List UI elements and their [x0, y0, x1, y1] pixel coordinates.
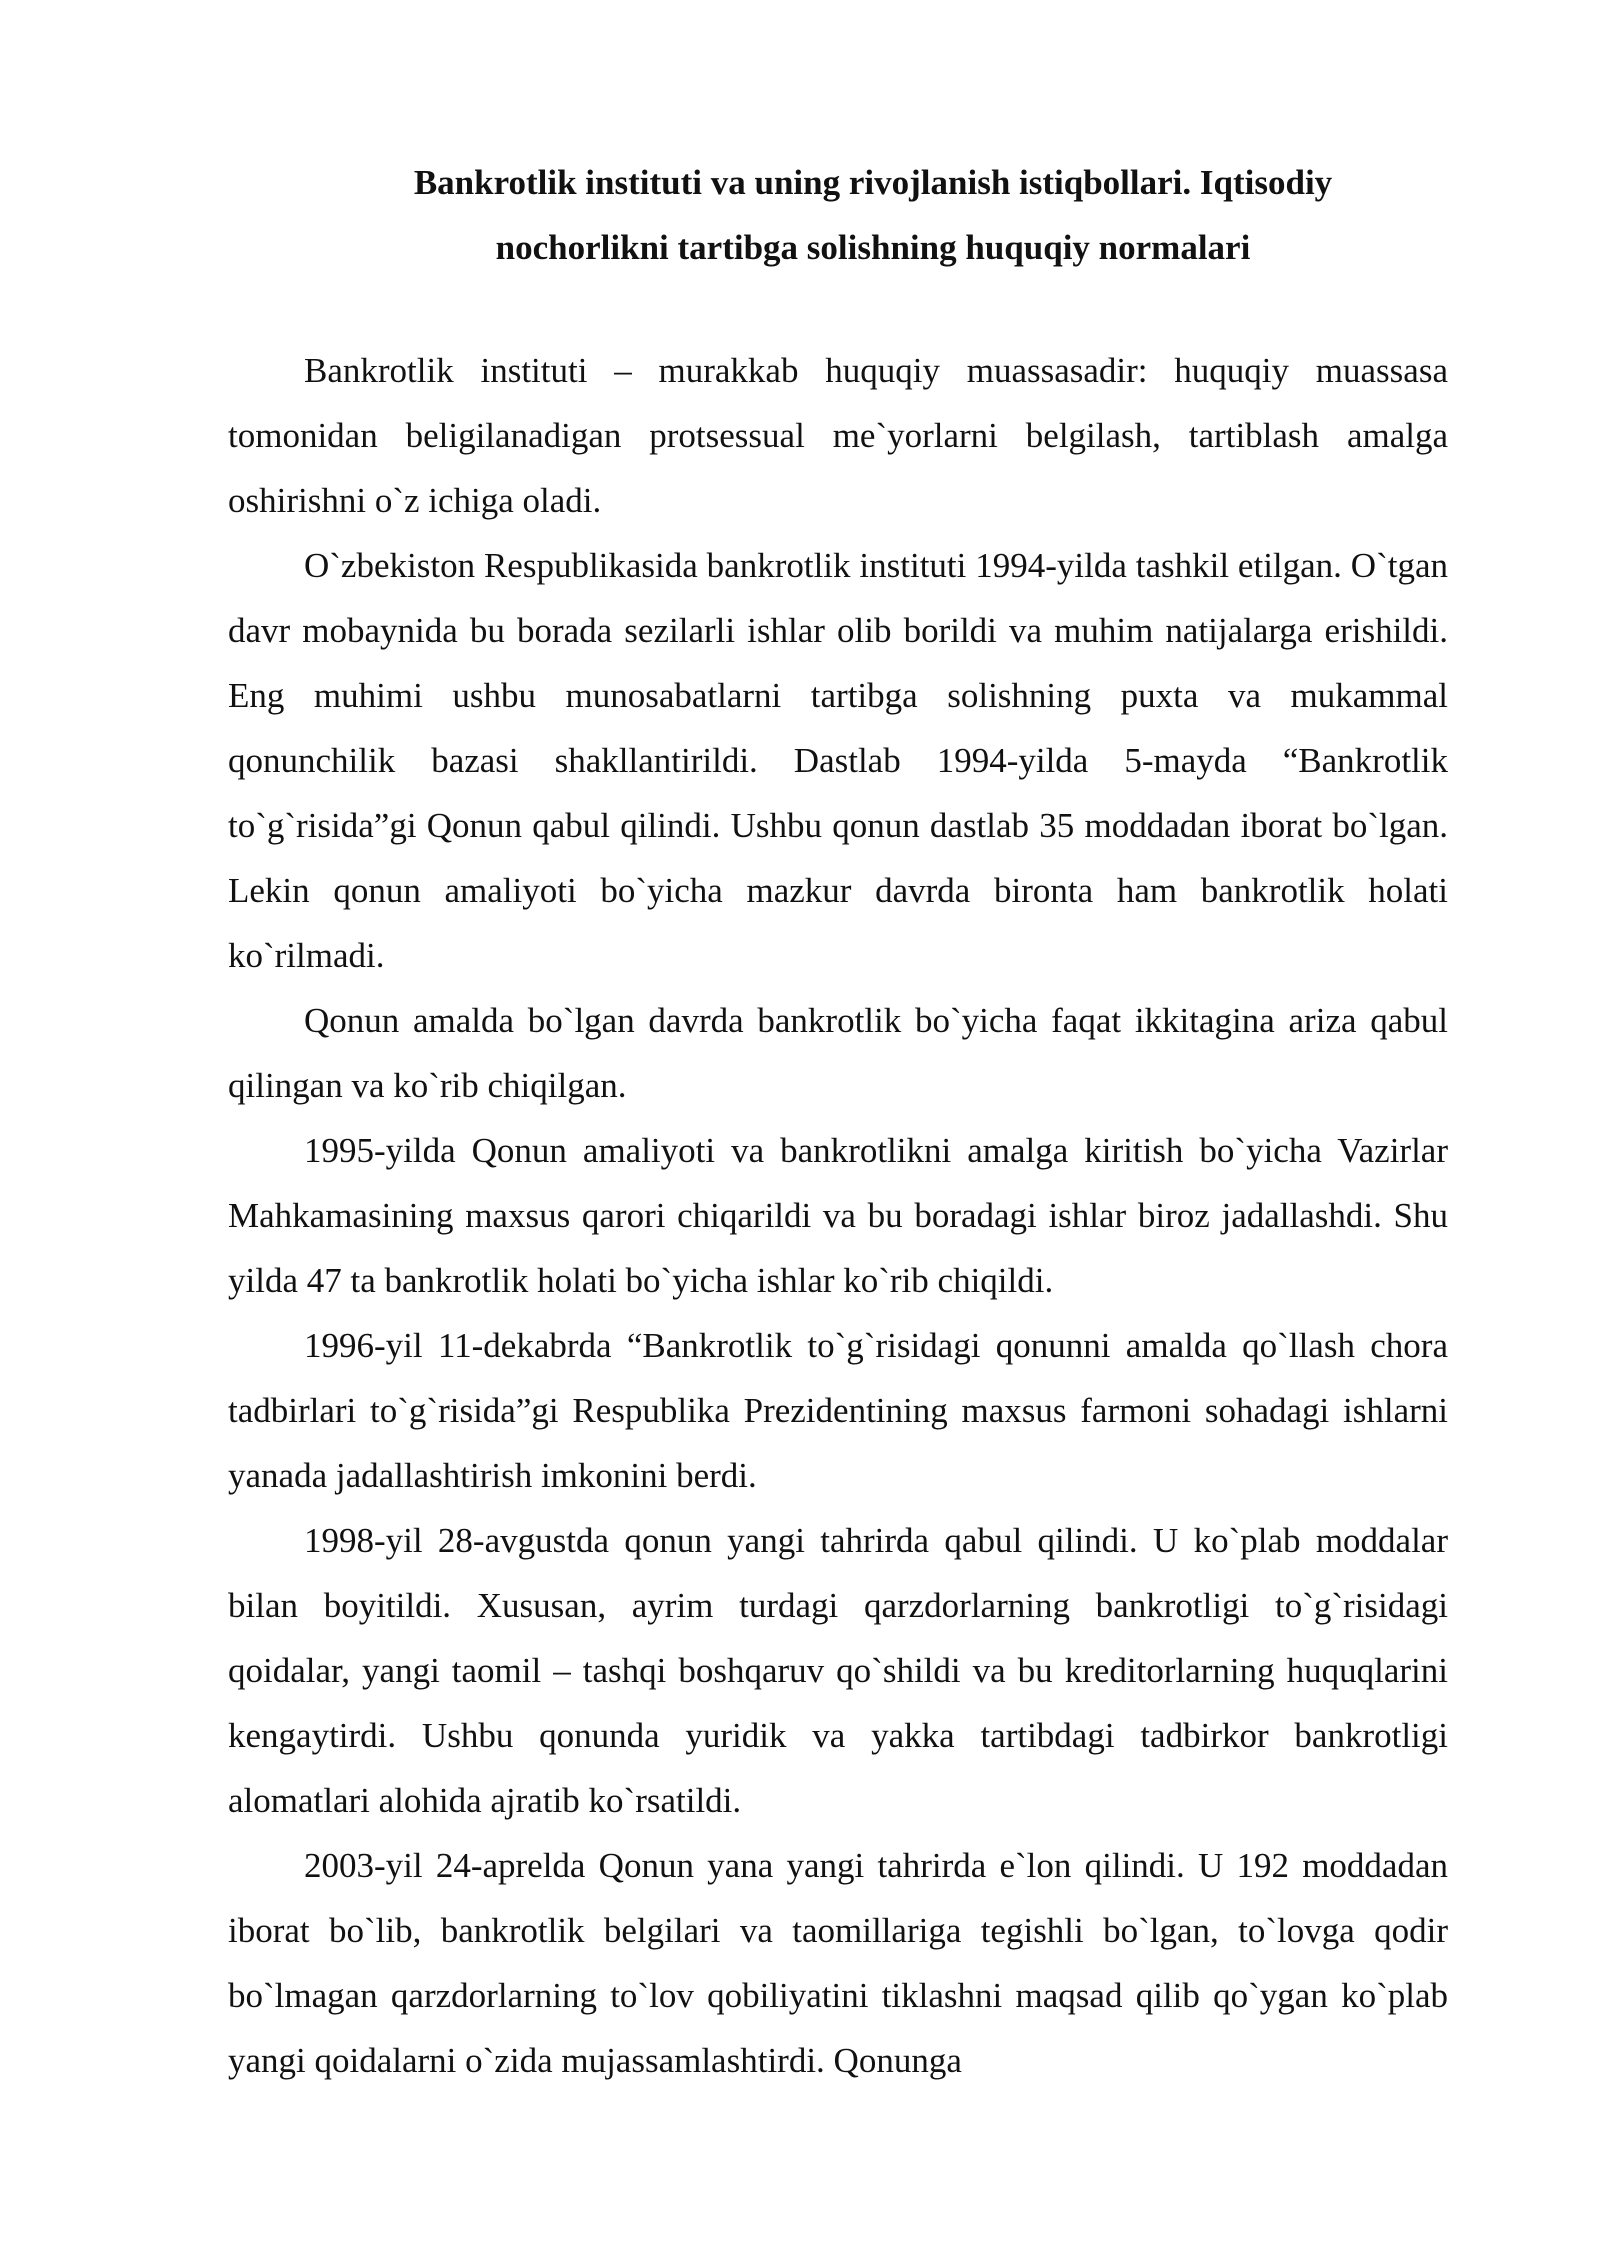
title-line-2: nochorlikni tartibga solishning huquqiy normalari — [495, 228, 1251, 267]
paragraph: 2003-yil 24-aprelda Qonun yana yangi tahrirda e`lon qilindi. U 192 moddadan iborat bo`lib, bankrotlik belgilari va taomillariga tegishli bo`lgan, to`lovga qodir bo`lmagan qarzdorlarning to`lov qobiliyatini tiklashni maqsad qilib qo`ygan ko`plab yangi qoidalarni o`zida mujassamlashtirdi. Qonunga — [228, 1846, 1448, 2080]
paragraph: 1996-yil 11-dekabrda “Bankrotlik to`g`risidagi qonunni amalda qo`llash chora tadbirlari to`g`risida”gi Respublika Prezidentining maxsus farmoni sohadagi ishlarni yanada jadallashtirish imkonini berdi. — [228, 1326, 1448, 1495]
document-title — [228, 150, 1518, 280]
paragraph: Bankrotlik instituti – murakkab huquqiy muassasadir: huquqiy muassasa tomonidan beligilanadigan protsessual me`yorlarni belgilash, tartiblash amalga oshirishni o`z ichiga oladi. — [228, 351, 1448, 520]
paragraph: 1995-yilda Qonun amaliyoti va bankrotlikni amalga kiritish bo`yicha Vazirlar Mahkamasining maxsus qarori chiqarildi va bu boradagi ishlar biroz jadallashdi. Shu yilda 47 ta bankrotlik holati bo`yicha ishlar ko`rib chiqildi. — [228, 1131, 1448, 1300]
document-body — [228, 338, 1448, 2093]
paragraph: 1998-yil 28-avgustda qonun yangi tahrirda qabul qilindi. U ko`plab moddalar bilan boyitildi. Xususan, ayrim turdagi qarzdorlarning bankrotligi to`g`risidagi qoidalar, yangi taomil – tashqi boshqaruv qo`shildi va bu kreditorlarning huquqlarini kengaytirdi. Ushbu qonunda yuridik va yakka tartibdagi tadbirkor bankrotligi alomatlari alohida ajratib ko`rsatildi. — [228, 1521, 1448, 1820]
title-line-1: Bankrotlik instituti va uning rivojlanish istiqbollari. Iqtisodiy — [413, 163, 1333, 202]
paragraph: Qonun amalda bo`lgan davrda bankrotlik bo`yicha faqat ikkitagina ariza qabul qilingan va ko`rib chiqilgan. — [228, 1001, 1448, 1105]
paragraph: O`zbekiston Respublikasida bankrotlik instituti 1994-yilda tashkil etilgan. O`tgan davr mobaynida bu borada sezilarli ishlar olib borildi va muhim natijalarga erishildi. Eng muhimi ushbu munosabatlarni tartibga solishning puxta va mukammal qonunchilik bazasi shakllantirildi. Dastlab 1994-yilda 5-mayda “Bankrotlik to`g`risida”gi Qonun qabul qilindi. Ushbu qonun dastlab 35 moddadan iborat bo`lgan. Lekin qonun amaliyoti bo`yicha mazkur davrda bironta ham bankrotlik holati ko`rilmadi. — [228, 546, 1448, 975]
